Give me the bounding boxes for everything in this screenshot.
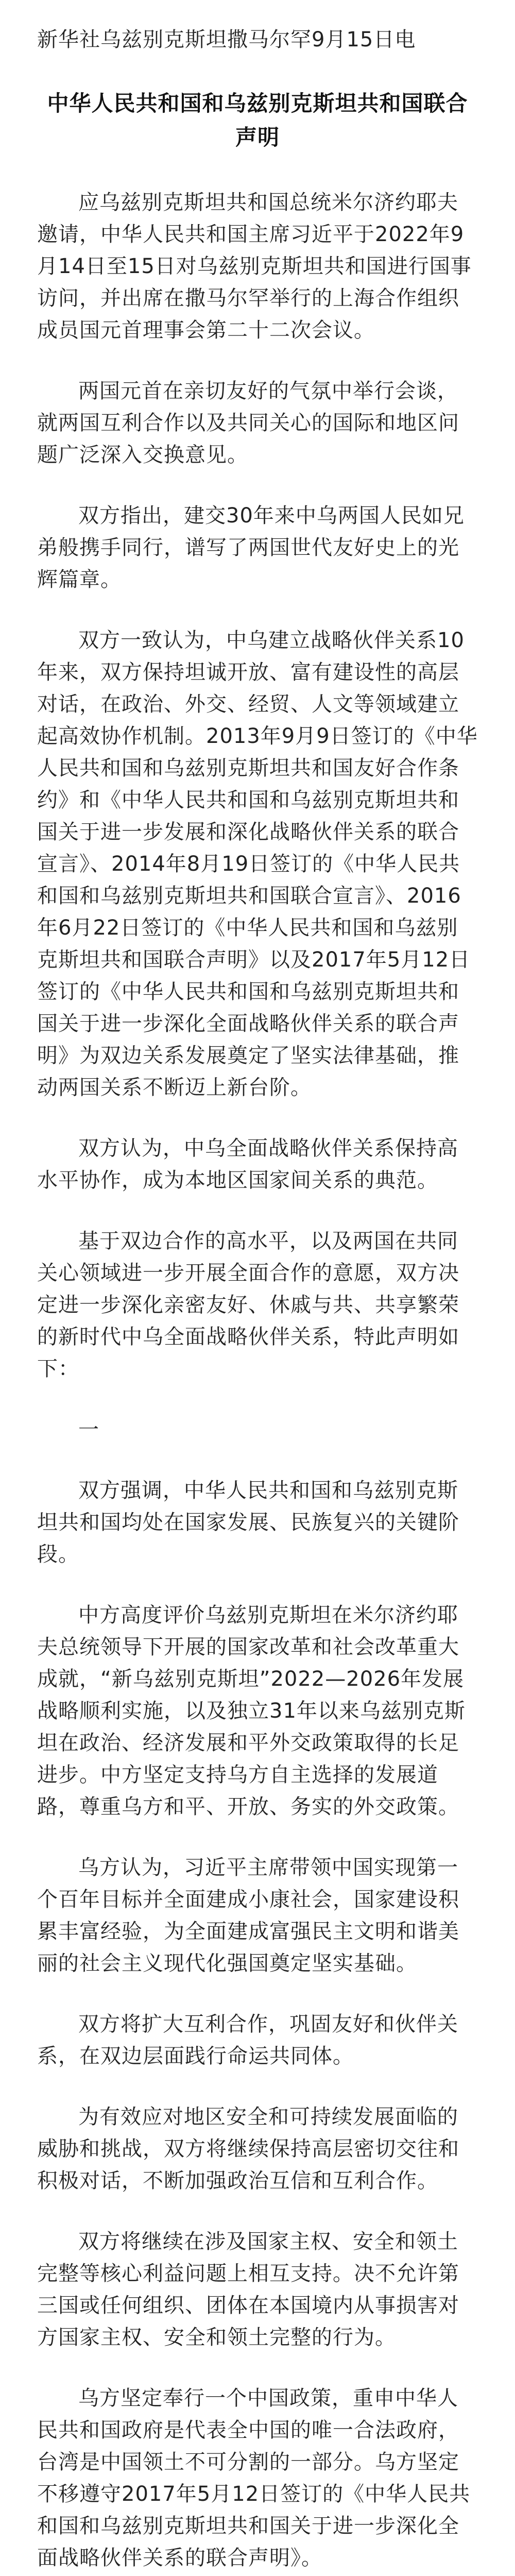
article-paragraph: 双方将继续在涉及国家主权、安全和领土完整等核心利益问题上相互支持。决不允许第三国或任何组织、团体在本国境内从事损害对方国家主权、安全和领土完整的行为。 xyxy=(37,2230,459,2349)
article-paragraph: 应乌兹别克斯坦共和国总统米尔济约耶夫邀请，中华人民共和国主席习近平于2022年9月14日至15日对乌兹别克斯坦共和国进行国事访问，并出席在撒马尔罕举行的上海合作组织成员国元首理事会第二十二次会议。 xyxy=(37,191,472,342)
article-paragraph: 双方一致认为，中乌建立战略伙伴关系10年来，双方保持坦诚开放、富有建设性的高层对话，在政治、外交、经贸、人文等领域建立起高效协作机制。2013年9月9日签订的《中华人民共和国和乌兹别克斯坦共和国友好合作条约》和《中华人民共和国和乌兹别克斯坦共和国关于进一步发展和深化战略伙伴关系的联合宣言》、2014年8月19日签订的《中华人民共和国和乌兹别克斯坦共和国联合宣言》、2016年6月22日签订的《中华人民共和国和乌兹别克斯坦共和国联合声明》以及2017年5月12日签订的《中华人民共和国和乌兹别克斯坦共和国关于进一步深化全面战略伙伴关系的联合声明》为双边关系发展奠定了坚实法律基础，推动两国关系不断迈上新台阶。 xyxy=(37,629,478,1099)
article-paragraph: 两国元首在亲切友好的气氛中举行会谈，就两国互利合作以及共同关心的国际和地区问题广泛深入交换意见。 xyxy=(37,379,459,467)
article-paragraph: 双方强调，中华人民共和国和乌兹别克斯坦共和国均处在国家发展、民族复兴的关键阶段。 xyxy=(37,1479,459,1566)
article-title: 中华人民共和国和乌兹别克斯坦共和国联合声明 xyxy=(47,91,468,150)
section-number: 一 xyxy=(78,1418,99,1442)
article-paragraph: 乌方坚定奉行一个中国政策，重申中华人民共和国政府是代表全中国的唯一合法政府，台湾是中国领土不可分割的一部分。乌方坚定不移遵守2017年5月12日签订的《中华人民共和国和乌兹别克斯坦共和国关于进一步深化全面战略伙伴关系的联合声明》。 xyxy=(37,2386,471,2570)
article-paragraph: 乌方认为，习近平主席带领中国实现第一个百年目标并全面建成小康社会，国家建设积累丰富经验，为全面建成富强民主文明和谐美丽的社会主义现代化强国奠定坚实基础。 xyxy=(37,1856,459,1975)
article-paragraph: 为有效应对地区安全和可持续发展面临的威胁和挑战，双方将继续保持高层密切交往和积极对话，不断加强政治互信和互利合作。 xyxy=(37,2105,459,2193)
article-paragraph: 双方指出，建交30年来中乌两国人民如兄弟般携手同行，谱写了两国世代友好史上的光辉篇章。 xyxy=(37,504,465,591)
article-body xyxy=(37,187,478,2576)
article-paragraph: 中方高度评价乌兹别克斯坦在米尔济约耶夫总统领导下开展的国家改革和社会改革重大成就，“新乌兹别克斯坦”2022—2026年发展战略顺利实施，以及独立31年以来乌兹别克斯坦在政治、经济发展和平外交政策取得的长足进步。中方坚定支持乌方自主选择的发展道路，尊重乌方和平、开放、务实的外交政策。 xyxy=(37,1603,466,1819)
news-dateline: 新华社乌兹别克斯坦撒马尔罕9月15日电 xyxy=(37,28,416,52)
article-paragraph: 双方将扩大互利合作，巩固友好和伙伴关系，在双边层面践行命运共同体。 xyxy=(37,2012,458,2068)
article-paragraph: 基于双边合作的高水平，以及两国在共同关心领域进一步开展全面合作的意愿，双方决定进一步深化亲密友好、休戚与共、共享繁荣的新时代中乌全面战略伙伴关系，特此声明如下： xyxy=(37,1229,459,1381)
article-paragraph: 双方认为，中乌全面战略伙伴关系保持高水平协作，成为本地区国家间关系的典范。 xyxy=(37,1137,458,1192)
